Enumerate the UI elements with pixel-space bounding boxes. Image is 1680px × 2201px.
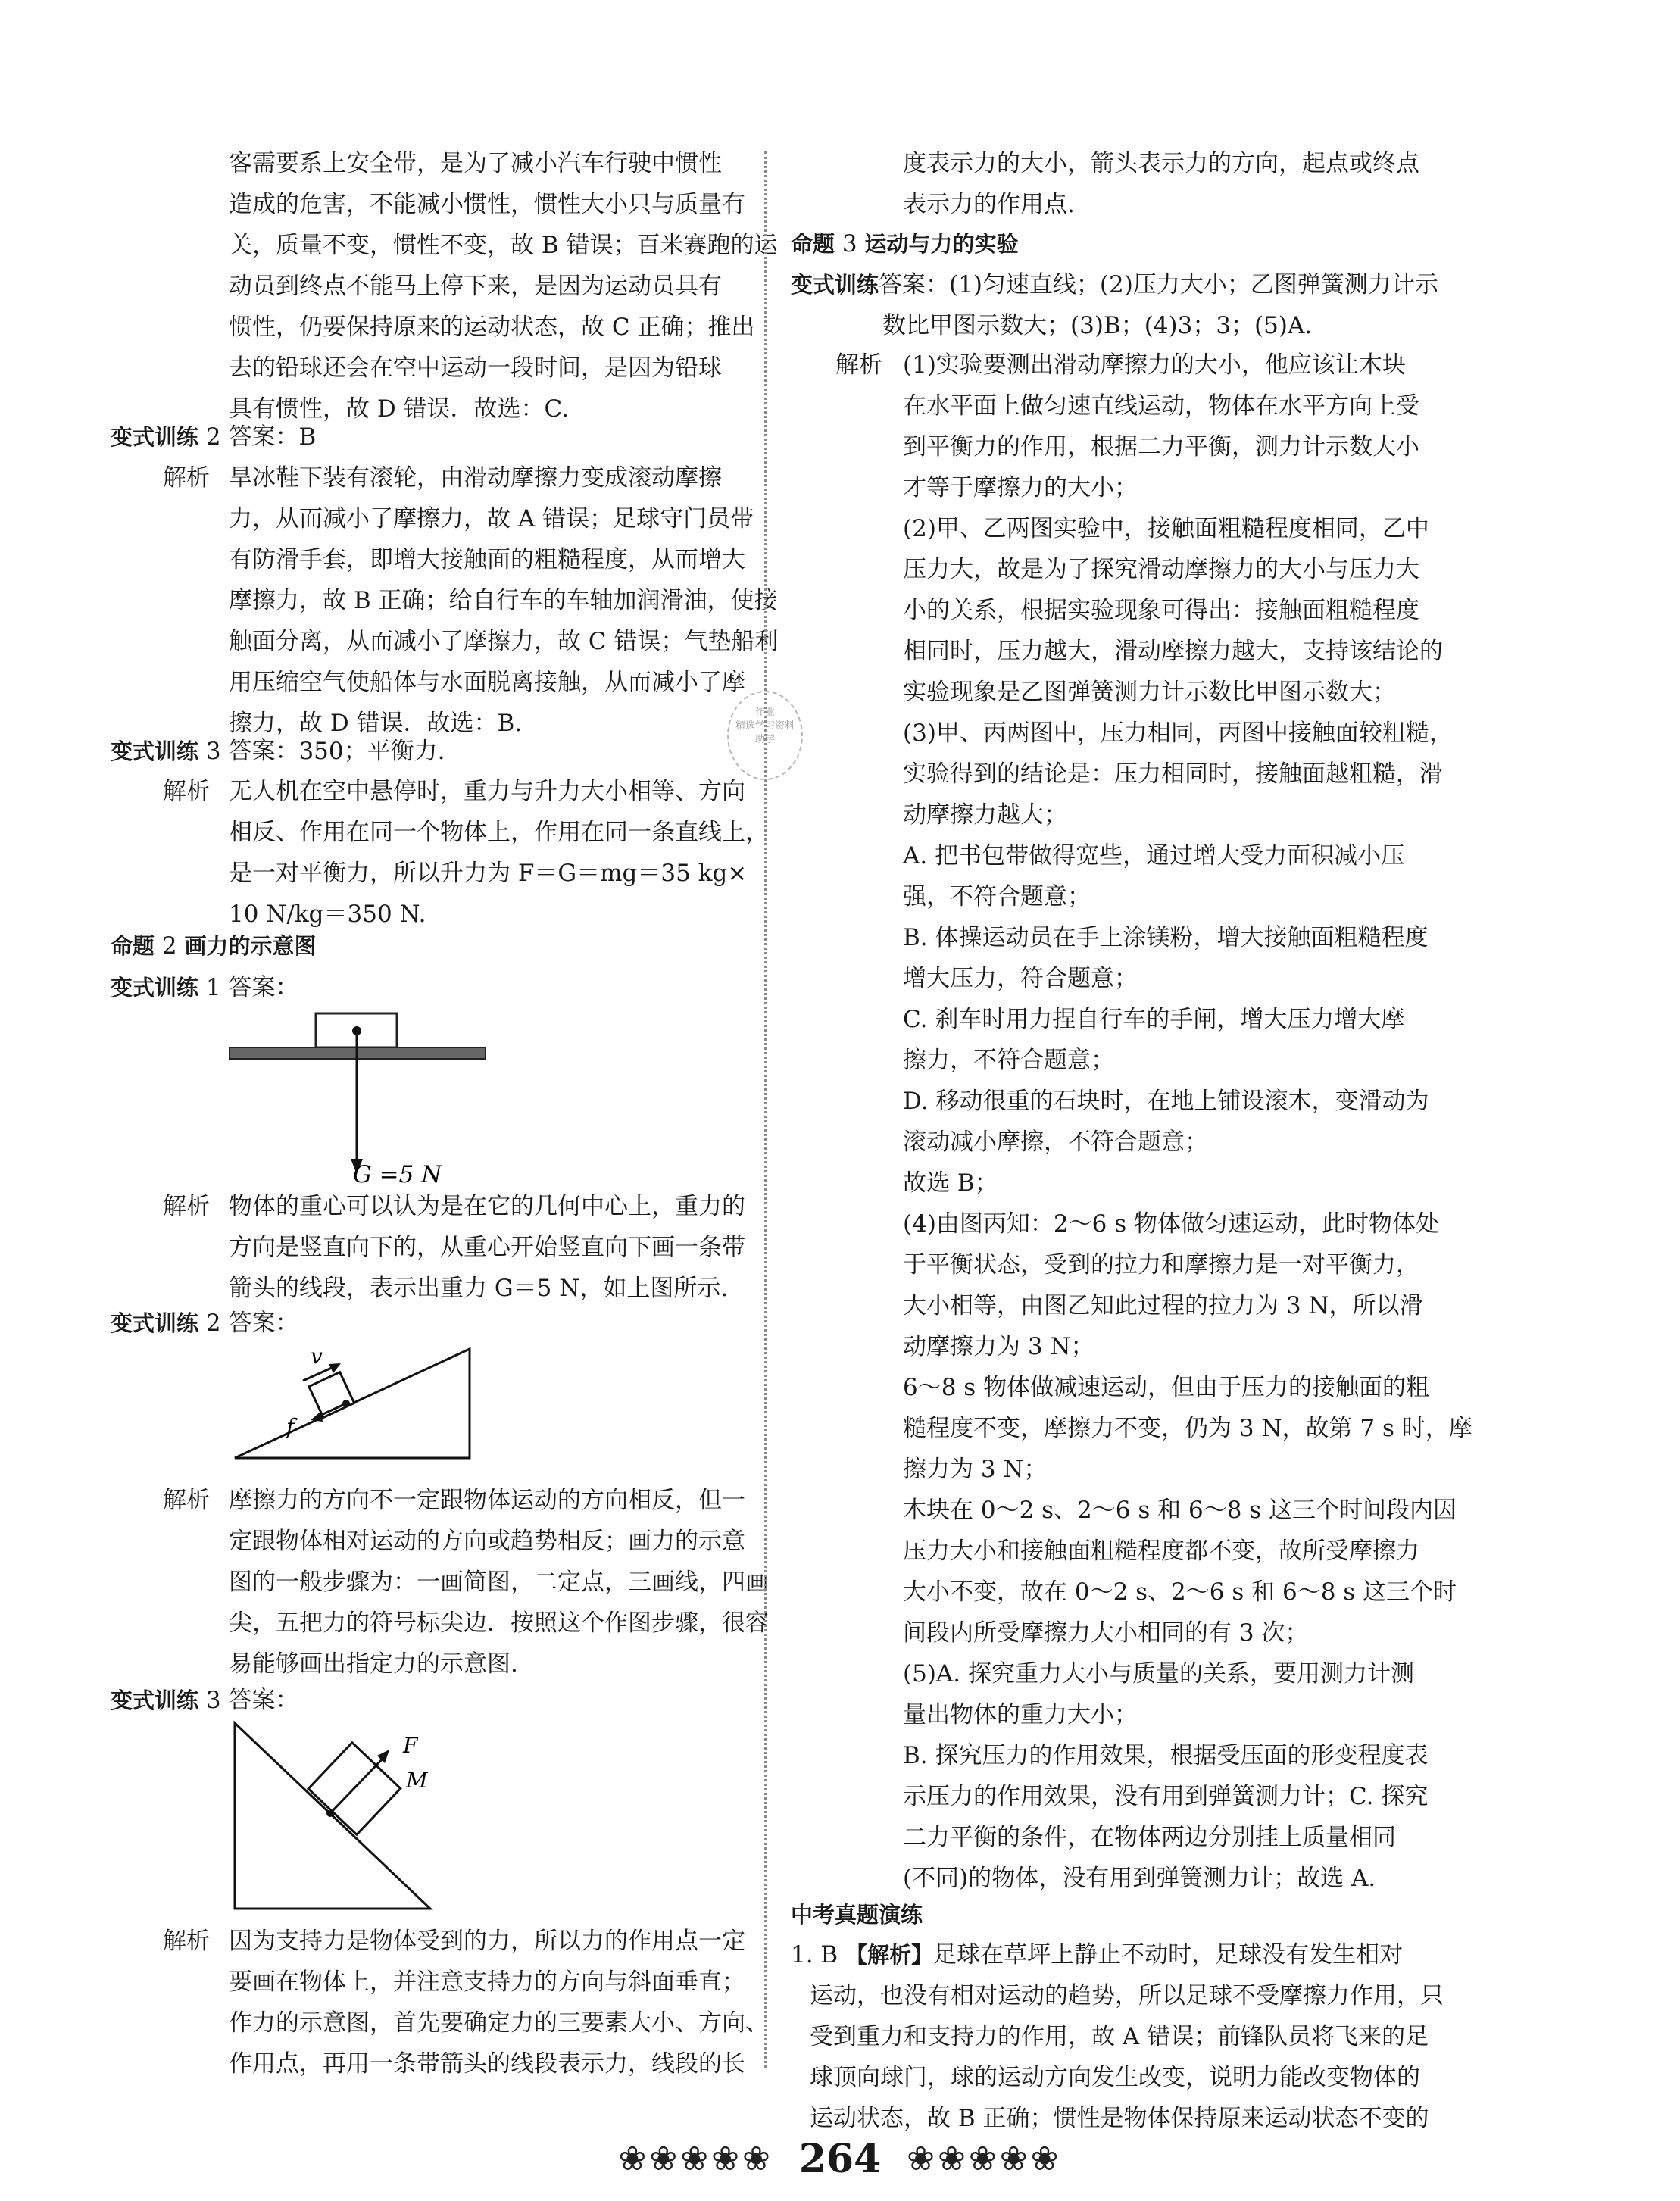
friction-arrowhead [311, 1411, 323, 1422]
paragraph-line: 作力的示意图，首先要确定力的三要素大小、方向、 [229, 2009, 769, 2037]
stamp-line: 助学 [754, 734, 775, 745]
question-line [791, 1940, 1403, 1970]
ornament-right: ❀❀❀❀❀ [907, 2140, 1062, 2178]
paragraph-line: 造成的危害，不能减小惯性，惯性大小只与质量有 [229, 191, 745, 218]
paragraph-line: 去的铅球还会在空中运动一段时间，是因为铅球 [229, 354, 722, 382]
paragraph-line: D. 移动很重的石块时，在地上铺设滚木，变滑动为 [903, 1088, 1429, 1115]
paragraph-line: 才等于摩擦力的大小； [903, 474, 1138, 501]
paragraph-line: 客需要系上安全带，是为了减小汽车行驶中惯性 [229, 150, 722, 177]
paragraph-line: 方向是竖直向下的，从重心开始竖直向下画一条带 [229, 1234, 745, 1261]
exercise-answer: 答案：(1)匀速直线；(2)压力大小；乙图弹簧测力计示 [879, 271, 1438, 298]
exercise-heading-bold: 变式训练 [111, 1687, 199, 1713]
paragraph-line: 大小不变，故在 0～2 s、2～6 s 和 6～8 s 这三个时 [903, 1578, 1457, 1606]
proposition-heading [791, 229, 1018, 259]
paragraph-line: 具有惯性，故 D 错误．故选：C. [229, 395, 570, 423]
paragraph-line: 图的一般步骤为：一画简图，二定点，三画线，四画 [229, 1569, 769, 1596]
paragraph-line: 触面分离，从而减小了摩擦力，故 C 错误；气垫船利 [229, 628, 779, 655]
stamp-line: 精选学习资料 [735, 720, 795, 732]
exercise-heading [111, 1308, 298, 1338]
friction-label: f [286, 1414, 295, 1439]
exercise-heading [111, 1685, 298, 1716]
paragraph-line: 二力平衡的条件，在物体两边分别挂上质量相同 [903, 1824, 1396, 1851]
paragraph-line: 实验现象是乙图弹簧测力计示数比甲图示数大； [903, 679, 1396, 706]
analysis-label: 解析 [163, 464, 210, 492]
paragraph-line: 表示力的作用点. [903, 191, 1075, 218]
exercise-answer: 2 答案： [198, 1310, 299, 1337]
paragraph-line: 6～8 s 物体做减速运动，但由于压力的接触面的粗 [903, 1374, 1430, 1401]
paragraph-line: 是一对平衡力，所以升力为 F＝G＝mg＝35 kg× [229, 860, 748, 887]
paragraph-line: 滚动减小摩擦，不符合题意； [903, 1129, 1208, 1156]
paragraph-line: 擦力为 3 N； [903, 1456, 1048, 1483]
paragraph-line: 量出物体的重力大小； [903, 1701, 1138, 1728]
paragraph-line: 力，从而减小了摩擦力，故 A 错误；足球守门员带 [229, 505, 754, 532]
mass-label-M: M [406, 1768, 428, 1793]
proposition-heading [111, 931, 316, 961]
proposition-label: 命题 [791, 231, 835, 257]
gravity-diagram [220, 1004, 507, 1193]
paragraph-line: 间段内所受摩擦力大小相同的有 3 次； [903, 1619, 1309, 1647]
paragraph-line: 小的关系，根据实验现象可得出：接触面粗糙程度 [903, 597, 1419, 624]
stamp-line: 作业 [754, 707, 775, 718]
paragraph-line: 强，不符合题意； [903, 883, 1091, 910]
paragraph-line: 木块在 0～2 s、2～6 s 和 6～8 s 这三个时间段内因 [903, 1497, 1457, 1524]
paragraph-line: 旱冰鞋下装有滚轮，由滑动摩擦力变成滚动摩擦 [229, 464, 722, 492]
gravity-label: G =5 N [353, 1161, 442, 1188]
paragraph-line: 故选 B； [903, 1169, 998, 1197]
paragraph-line: 有防滑手套，即增大接触面的粗糙程度，从而增大 [229, 546, 745, 573]
page-footer [0, 2136, 1680, 2196]
paragraph-line: 因为支持力是物体受到的力，所以力的作用点一定 [229, 1928, 745, 1955]
paragraph-line: 压力大小和接触面粗糙程度都不变，故所受摩擦力 [903, 1538, 1419, 1565]
paragraph-line: 相反、作用在同一个物体上，作用在同一条直线上， [229, 819, 769, 846]
paragraph-line: 关，质量不变，惯性不变，故 B 错误；百米赛跑的运 [229, 232, 778, 259]
paragraph-line: 无人机在空中悬停时，重力与升力大小相等、方向 [229, 778, 745, 805]
exercise-heading-bold: 变式训练 [111, 738, 199, 764]
exercise-answer-cont: 数比甲图示数大；(3)B；(4)3；3；(5)A. [882, 312, 1313, 339]
proposition-title: 运动与力的实验 [864, 231, 1019, 257]
watermark-stamp [727, 691, 803, 780]
support-force-diagram [227, 1713, 454, 1916]
paragraph-line: (不同)的物体，没有用到弹簧测力计；故选 A. [903, 1865, 1376, 1892]
exercise-heading-bold: 变式训练 [111, 975, 199, 1001]
paragraph-line: (1)实验要测出滑动摩擦力的大小，他应该让木块 [903, 351, 1406, 379]
paragraph-line: 在水平面上做匀速直线运动，物体在水平方向上受 [903, 392, 1419, 420]
paragraph-line: 箭头的线段，表示出重力 G＝5 N，如上图所示. [229, 1275, 729, 1302]
paragraph-line: 10 N/kg＝350 N. [229, 901, 426, 928]
paragraph-line: 要画在物体上，并注意支持力的方向与斜面垂直； [229, 1968, 745, 1996]
analysis-label: 解析 [835, 351, 882, 379]
paragraph-line: 增大压力，符合题意； [903, 965, 1138, 992]
exercise-heading-bold: 变式训练 [791, 272, 879, 298]
analysis-label: 解析 [163, 778, 210, 805]
paragraph-line: 糙程度不变，摩擦力不变，仍为 3 N，故第 7 s 时，摩 [903, 1415, 1472, 1442]
paragraph-line: 作用点，再用一条带箭头的线段表示力，线段的长 [229, 2050, 745, 2078]
question-number: 1. B [791, 1941, 846, 1968]
page-number: 264 [798, 2136, 882, 2182]
proposition-title: 画力的示意图 [184, 933, 317, 959]
paragraph-line: 受到重力和支持力的作用，故 A 错误；前锋队员将飞来的足 [810, 2023, 1429, 2050]
paragraph-line: 动摩擦力为 3 N； [903, 1333, 1094, 1360]
paragraph-line: 压力大，故是为了探究滑动摩擦力的大小与压力大 [903, 556, 1419, 583]
paragraph-line: 相同时，压力越大，滑动摩擦力越大，支持该结论的 [903, 638, 1443, 665]
exercise-heading-bold: 变式训练 [111, 1310, 199, 1336]
exercise-heading-bold: 变式训练 [111, 424, 199, 450]
paragraph-line: B. 探究压力的作用效果，根据受压面的形变程度表 [903, 1742, 1429, 1769]
paragraph-line: (4)由图丙知：2～6 s 物体做匀速运动，此时物体处 [903, 1210, 1439, 1238]
paragraph-line: 大小相等，由图乙知此过程的拉力为 3 N，所以滑 [903, 1292, 1423, 1319]
paragraph-line: 运动状态，故 B 正确；惯性是物体保持原来运动状态不变的 [810, 2105, 1429, 2132]
exercise-heading [111, 422, 316, 452]
paragraph-line: 易能够画出指定力的示意图. [229, 1650, 518, 1678]
paragraph-line: 动员到终点不能马上停下来，是因为运动员具有 [229, 273, 722, 300]
analysis-label: 解析 [163, 1487, 210, 1514]
paragraph-line: (2)甲、乙两图实验中，接触面粗糙程度相同，乙中 [903, 515, 1429, 542]
paragraph-line: 到平衡力的作用，根据二力平衡，测力计示数大小 [903, 433, 1419, 460]
question-text: 足球在草坪上静止不动时，足球没有发生相对 [933, 1941, 1404, 1968]
exercise-answer: 1 答案： [198, 974, 299, 1001]
paragraph-line: (3)甲、丙两图中，压力相同，丙图中接触面较粗糙， [903, 720, 1453, 747]
friction-incline-diagram [227, 1337, 485, 1466]
proposition-label: 命题 [111, 933, 155, 959]
force-label-F: F [403, 1733, 418, 1758]
paragraph-line: A. 把书包带做得宽些，通过增大受力面积减小压 [903, 842, 1405, 869]
paragraph-line: C. 刹车时用力捏自行车的手闸，增大压力增大摩 [903, 1006, 1405, 1033]
analysis-label: 解析 [163, 1193, 210, 1220]
paragraph-line: 擦力，不符合题意； [903, 1047, 1114, 1074]
paragraph-line: 惯性，仍要保持原来的运动状态，故 C 正确；推出 [229, 314, 755, 341]
exercise-heading [111, 972, 298, 1003]
paragraph-line: 擦力，故 D 错误．故选：B. [229, 710, 523, 737]
paragraph-line: B. 体操运动员在手上涂镁粉，增大接触面粗糙程度 [903, 924, 1429, 951]
paragraph-line: 定跟物体相对运动的方向或趋势相反；画力的示意 [229, 1528, 745, 1555]
proposition-number: 2 [155, 932, 185, 960]
analysis-tag: 【解析】 [845, 1942, 934, 1968]
exercise-answer: 2 答案：B [198, 423, 317, 451]
analysis-label: 解析 [163, 1928, 210, 1955]
column-divider [764, 151, 767, 2068]
paragraph-line: 于平衡状态，受到的拉力和摩擦力是一对平衡力， [903, 1251, 1419, 1278]
paragraph-line: 摩擦力的方向不一定跟物体运动的方向相反，但一 [229, 1487, 745, 1514]
paragraph-line: (5)A. 探究重力大小与质量的关系，要用测力计测 [903, 1660, 1415, 1687]
paragraph-line: 球顶向球门，球的运动方向发生改变，说明力能改变物体的 [810, 2064, 1420, 2091]
exercise-answer: 3 答案： [198, 1687, 299, 1714]
paragraph-line: 动摩擦力越大； [903, 801, 1067, 829]
exercise-answer: 3 答案：350；平衡力. [198, 738, 445, 765]
paragraph-line: 用压缩空气使船体与水面脱离接触，从而减小了摩 [229, 669, 745, 696]
paragraph-line: 尖，五把力的符号标尖边．按照这个作图步骤，很容 [229, 1609, 769, 1637]
paragraph-line: 度表示力的大小，箭头表示力的方向，起点或终点 [903, 150, 1419, 177]
velocity-label: v [311, 1344, 323, 1369]
proposition-number: 3 [835, 230, 865, 258]
exercise-heading [791, 270, 1438, 300]
section-title: 中考真题演练 [791, 1902, 923, 1928]
paragraph-line: 摩擦力，故 B 正确；给自行车的车轴加润滑油，使接 [229, 587, 778, 614]
exercise-heading [111, 736, 445, 766]
paragraph-line: 物体的重心可以认为是在它的几何中心上，重力的 [229, 1193, 745, 1220]
paragraph-line: 示压力的作用效果，没有用到弹簧测力计；C. 探究 [903, 1783, 1429, 1810]
paragraph-line: 运动，也没有相对运动的趋势，所以足球不受摩擦力作用，只 [810, 1982, 1444, 2009]
paragraph-line: 实验得到的结论是：压力相同时，接触面越粗糙，滑 [903, 760, 1443, 788]
ornament-left: ❀❀❀❀❀ [618, 2140, 773, 2178]
